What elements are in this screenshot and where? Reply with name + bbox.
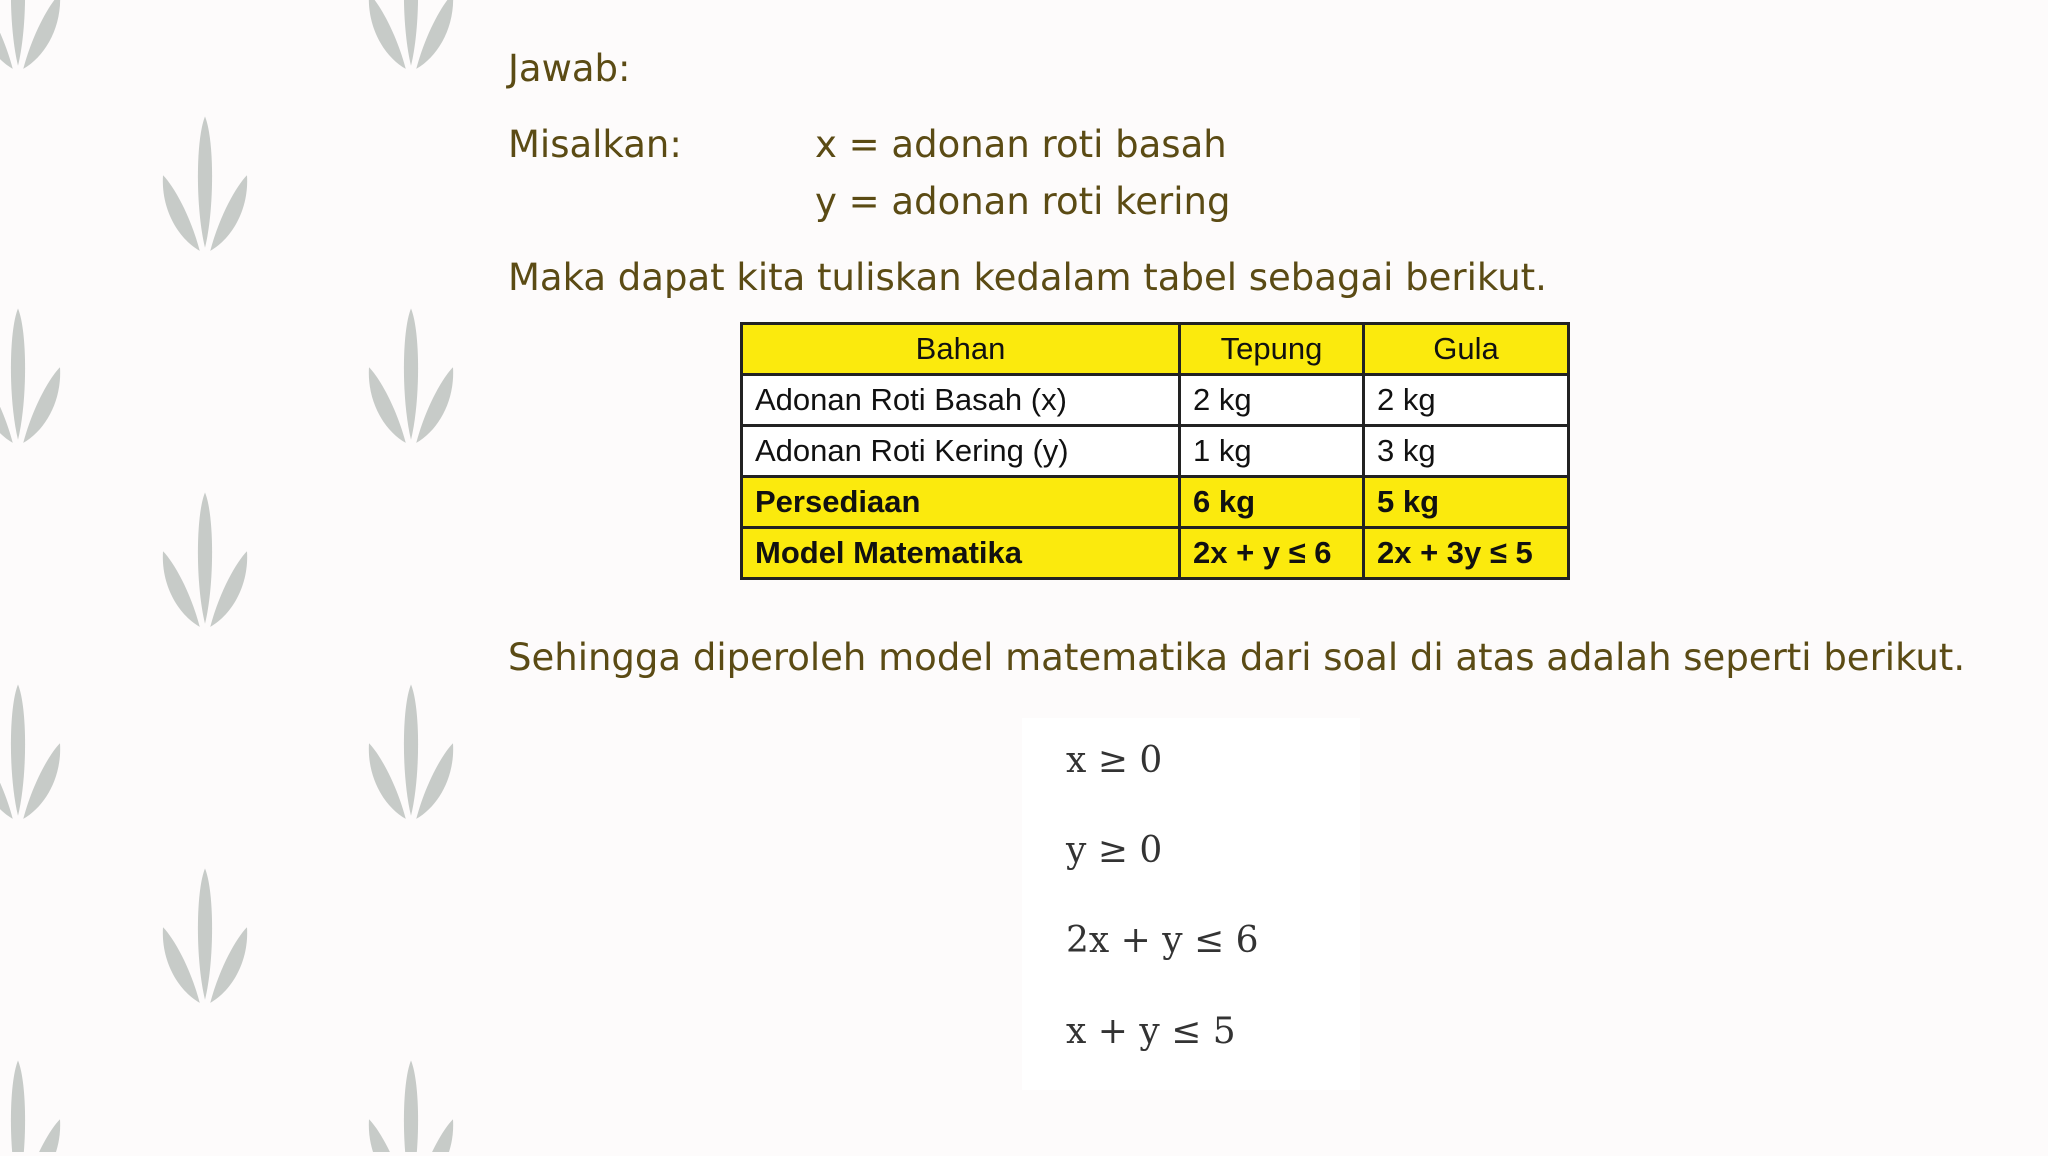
table-header: Gula: [1364, 324, 1569, 375]
y-definition: y = adonan roti kering: [815, 180, 1231, 223]
table-cell: 2x + 3y ≤ 5: [1364, 528, 1569, 579]
table-cell: 2x + y ≤ 6: [1180, 528, 1364, 579]
intro-text: Maka dapat kita tuliskan kedalam tabel sebagai berikut.: [508, 256, 1547, 299]
table-header: Tepung: [1180, 324, 1364, 375]
conclusion-text: Sehingga diperoleh model matematika dari soal di atas adalah seperti berikut.: [508, 636, 1966, 679]
table-header: Bahan: [742, 324, 1180, 375]
table-cell: Adonan Roti Kering (y): [742, 426, 1180, 477]
answer-label: Jawab:: [508, 47, 631, 90]
leaf-sprig-icon: [369, 309, 453, 443]
leaf-sprig-icon: [0, 685, 60, 819]
table-cell: Model Matematika: [742, 528, 1180, 579]
let-label: Misalkan:: [508, 123, 682, 166]
table-cell: 3 kg: [1364, 426, 1569, 477]
table-row-model: [742, 528, 1569, 579]
equation-box: [1022, 718, 1360, 1090]
leaf-sprig-icon: [369, 0, 453, 69]
table-cell: 2 kg: [1364, 375, 1569, 426]
table-row: [742, 426, 1569, 477]
x-definition: x = adonan roti basah: [815, 123, 1227, 166]
equation-2: y ≥ 0: [1066, 830, 1163, 871]
table-cell: 2 kg: [1180, 375, 1364, 426]
equation-3: 2x + y ≤ 6: [1066, 920, 1259, 961]
table-row-supply: [742, 477, 1569, 528]
leaf-sprig-icon: [0, 0, 60, 69]
equation-4: x + y ≤ 5: [1066, 1011, 1236, 1052]
table-cell: 6 kg: [1180, 477, 1364, 528]
leaf-sprig-icon: [163, 117, 247, 251]
table-cell: 5 kg: [1364, 477, 1569, 528]
equation-1: x ≥ 0: [1066, 740, 1163, 781]
leaf-pattern-background: [0, 0, 480, 1152]
leaf-sprig-icon: [369, 1061, 453, 1153]
table-cell: 1 kg: [1180, 426, 1364, 477]
leaf-sprig-icon: [369, 685, 453, 819]
ingredients-table: [740, 322, 1570, 580]
table-cell: Persediaan: [742, 477, 1180, 528]
leaf-sprig-icon: [0, 309, 60, 443]
table-header-row: [742, 324, 1569, 375]
leaf-sprig-icon: [0, 1061, 60, 1153]
leaf-sprig-icon: [163, 869, 247, 1003]
leaf-sprig-icon: [163, 493, 247, 627]
table-row: [742, 375, 1569, 426]
table-cell: Adonan Roti Basah (x): [742, 375, 1180, 426]
